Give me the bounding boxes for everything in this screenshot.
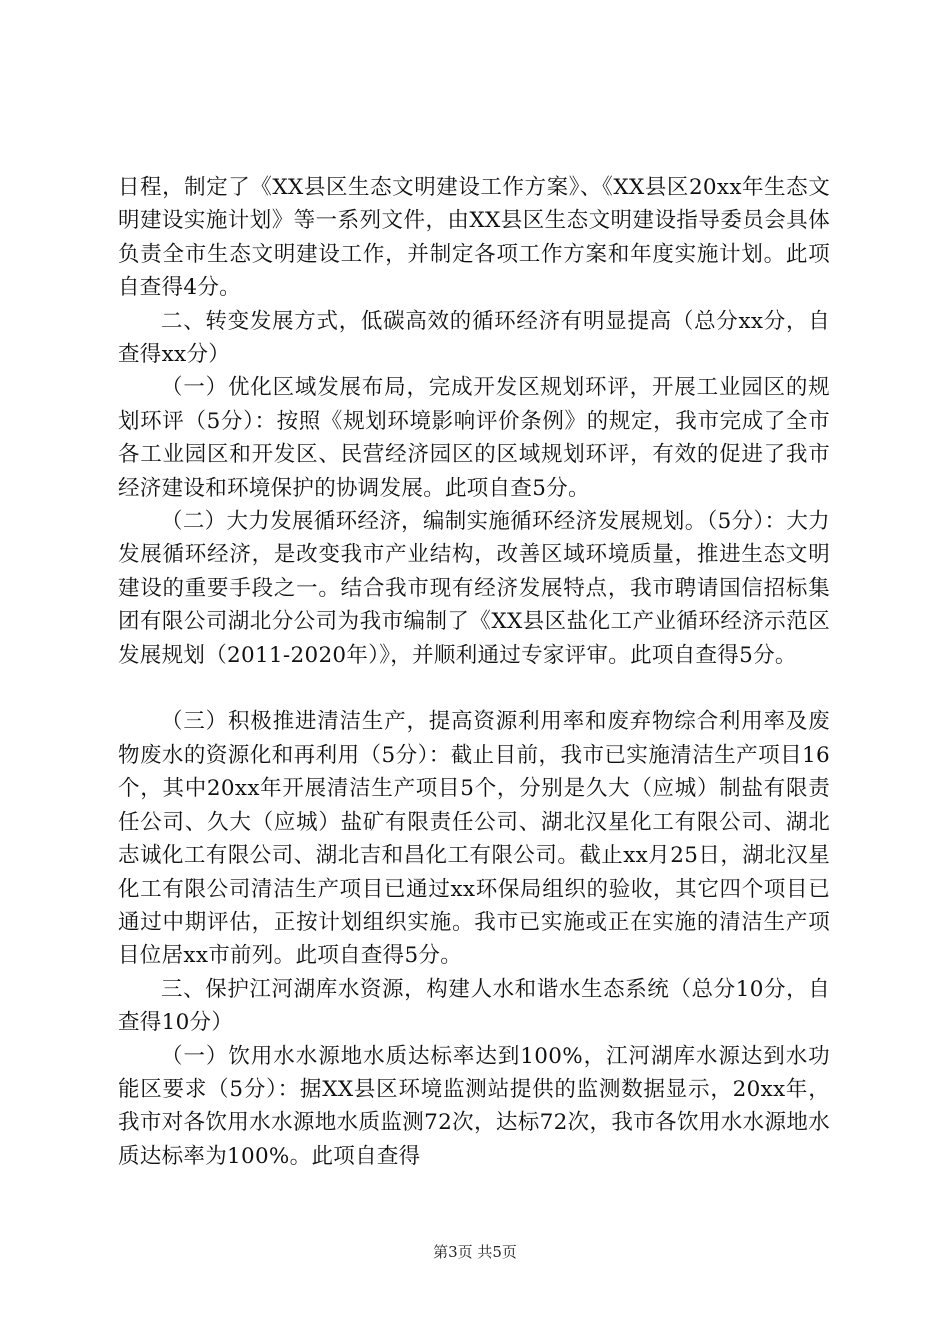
paragraph-2-2: （二）大力发展循环经济，编制实施循环经济发展规划。（5分）：大力发展循环经济，是改变我市产业结构，改善区域环境质量，推进生态文明建设的重要手段之一。结合我市现有经济发展特点，我市聘请国信招标集团有限公司湖北分公司为我市编制了《XX县区盐化工产业循环经济示范区发展规划（2011-2020年）》，并顺利通过专家评审。此项自查得5分。 <box>118 509 830 668</box>
blank-line <box>118 672 830 705</box>
paragraph-2-3: （三）积极推进清洁生产，提高资源利用率和废弃物综合利用率及废物废水的资源化和再利用（5分）：截止目前，我市已实施清洁生产项目16个，其中20xx年开展清洁生产项目5个，分别是久大（应城）制盐有限责任公司、久大（应城）盐矿有限责任公司、湖北汉星化工有限公司、湖北志诚化工有限公司、湖北吉和昌化工有限公司。截止xx月25日，湖北汉星化工有限公司清洁生产项目已通过xx环保局组织的验收，其它四个项目已通过中期评估，正按计划组织实施。我市已实施或正在实施的清洁生产项目位居xx市前列。此项自查得5分。 <box>118 709 830 969</box>
section-heading-2: 二、转变发展方式，低碳高效的循环经济有明显提高（总分xx分，自查得xx分） <box>118 308 830 368</box>
page-footer: 第3页 共5页 <box>433 1243 517 1261</box>
paragraph-continuation: 日程，制定了《XX县区生态文明建设工作方案》、《XX县区20xx年生态文明建设实施计划》等一系列文件，由XX县区生态文明建设指导委员会具体负责全市生态文明建设工作，并制定各项工作方案和年度实施计划。此项自查得4分。 <box>118 175 830 301</box>
document-body <box>118 171 830 1173</box>
section-heading-3: 三、保护江河湖库水资源，构建人水和谐水生态系统（总分10分，自查得10分） <box>118 976 830 1036</box>
paragraph-3-1: （一）饮用水水源地水质达标率达到100%，江河湖库水源达到水功能区要求（5分）：据XX县区环境监测站提供的监测数据显示，20xx年，我市对各饮用水水源地水质监测72次，达标72次，我市各饮用水水源地水质达标率为100%。此项自查得 <box>118 1043 830 1169</box>
paragraph-2-1: （一）优化区域发展布局，完成开发区规划环评，开展工业园区的规划环评（5分）：按照《规划环境影响评价条例》的规定，我市完成了全市各工业园区和开发区、民营经济园区的区域规划环评，有效的促进了我市经济建设和环境保护的协调发展。此项自查5分。 <box>118 375 830 501</box>
